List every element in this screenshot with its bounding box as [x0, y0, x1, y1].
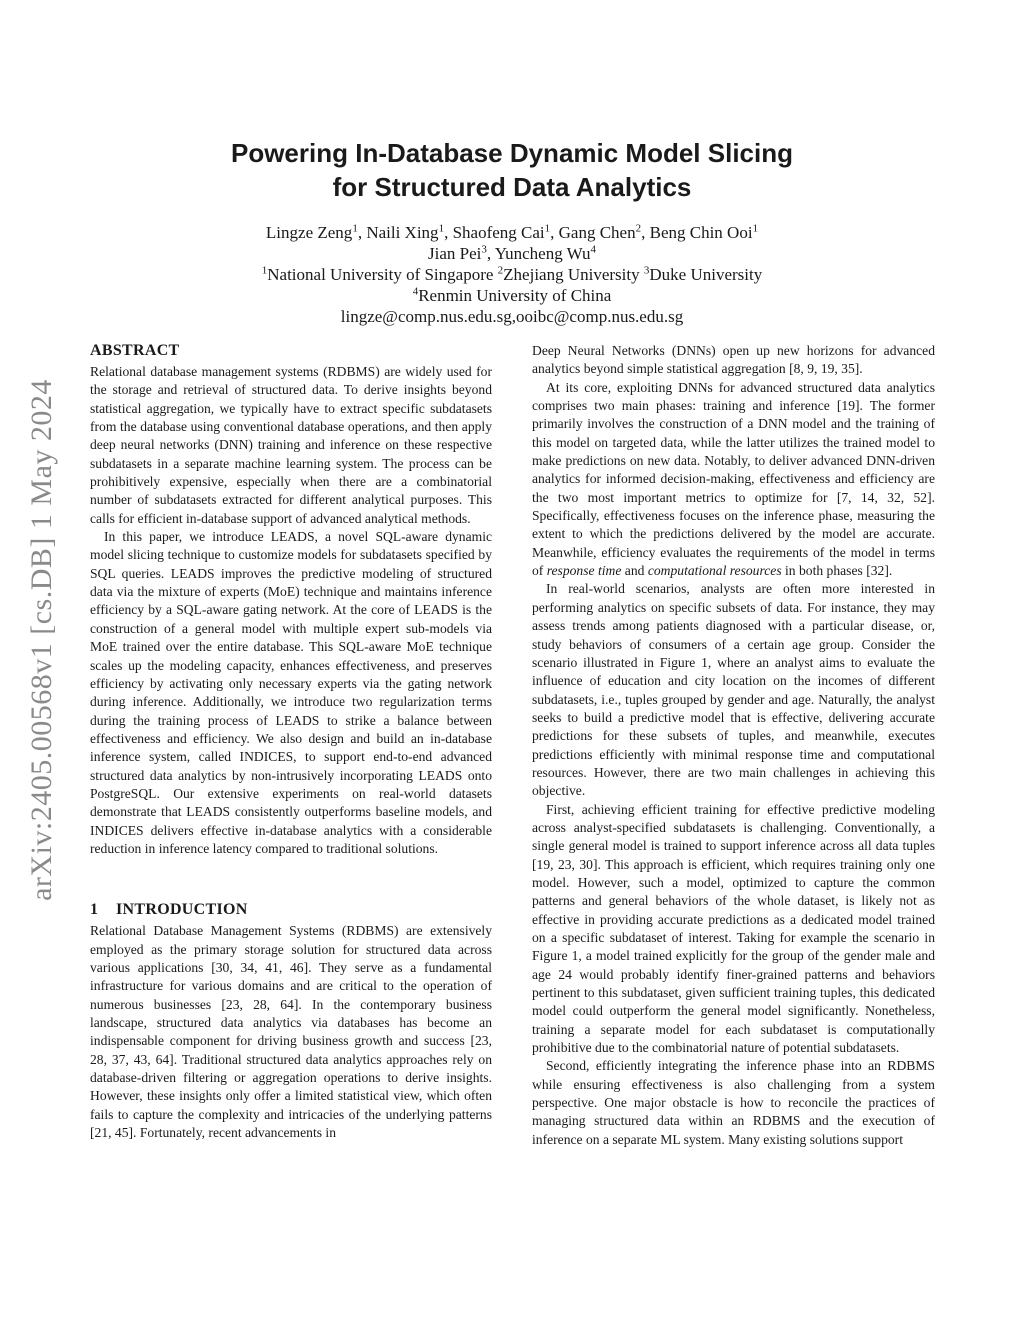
affiliation-row-2: [120, 285, 904, 306]
author-name: Jian Pei: [427, 244, 482, 263]
right-paragraph-4: Second, efficiently integrating the inference phase into an RDBMS while ensuring effectiveness is also challenging from a system perspective. One major obstacle is how to reconcile the practices of managing structured data within an RDBMS and the execution of inference on a separate ML system. Many existing solutions support: [532, 1058, 935, 1147]
author-affil-mark: 4: [590, 243, 597, 256]
abstract-heading: ABSTRACT: [90, 342, 180, 359]
paper-title: [120, 136, 904, 204]
author-affil-mark: 1: [544, 222, 551, 235]
section-title: INTRODUCTION: [116, 901, 248, 919]
arxiv-stamp: [22, 350, 62, 930]
author-name: Gang Chen: [558, 223, 636, 242]
right-paragraph-2: In real-world scenarios, analysts are often more interested in performing analytics on specific subsets of data. For instance, they may assess trends among patients diagnosed with a particular disease, or, study behaviors of consumers of a certain age group. Consider the scenario illustrated in Figure 1, where an analyst aims to evaluate the influence of education and city location on the incomes of different subdatasets, i.e., tuples grouped by gender and age. Naturally, the analyst seeks to build a predictive model that is effective, delivering accurate predictions for these subsets of tuples, and meanwhile, executes predictions efficiently with minimal response time and computational resources. However, there are two main challenges in achieving this objective.: [532, 581, 935, 799]
left-column: [90, 341, 492, 1142]
right-paragraph-0: Deep Neural Networks (DNNs) open up new horizons for advanced analytics beyond simple statistical aggregation [8, 9, 19, 35].: [532, 343, 935, 377]
author-affil-mark: 1: [752, 222, 759, 235]
author-row-1: Lingze Zeng$^1$, Naili Xing$^1$, Shaofeng Cai$^1$, Gang Chen$^2$, Beng Chin Ooi$^1$: [265, 222, 759, 242]
paragraph-text: and: [624, 563, 645, 579]
author-name: Shaofeng Cai: [452, 223, 545, 242]
author-name: Beng Chin Ooi: [649, 223, 753, 242]
author-name: Naili Xing: [366, 223, 439, 242]
affiliation-name: Zhejiang University: [503, 265, 640, 284]
emphasis-text: response time: [546, 563, 622, 579]
arxiv-stamp-text: arXiv:2405.00568v1 [cs.DB] 1 May 2024: [25, 379, 58, 901]
affiliation-name: Duke University: [649, 265, 763, 284]
affil-mark: 2: [497, 264, 504, 277]
paragraph-text: At its core, exploiting DNNs for advanced structured data analytics comprises two main phases: training and inference [19]. The former primarily involves the construction of a DNN model and the training of this model on targeted data, while the latter utilizes the trained model to make predictions on new data. Notably, to deliver advanced DNN-driven analytics for informed decision-making, effectiveness and efficiency are the two most important metrics to optimize for [7, 14, 32, 52]. Specifically, effectiveness focuses on the inference phase, measuring the extent to which the predictions delivered by the model are accurate. Meanwhile, efficiency evaluates the requirements of the model in terms of: [532, 379, 935, 579]
author-affil-mark: 1: [352, 222, 358, 235]
author-affil-mark: 3: [481, 243, 487, 256]
emphasis-text: computational resources: [647, 563, 782, 579]
affiliation-name: Renmin University of China: [418, 286, 612, 305]
author-block: [120, 222, 904, 327]
abstract-paragraph-2: In this paper, we introduce LEADS, a novel SQL-aware dynamic model slicing technique to customize models for subdatasets specified by SQL queries. LEADS improves the predictive modeling of structured data via the mixture of experts (MoE) technique and maintains inference efficiency by a SQL-aware gating network. At the core of LEADS is the construction of a general model with multiple expert sub-models via MoE trained over the entire database. This SQL-aware MoE technique scales up the modeling capacity, enhances effectiveness, and preserves efficiency by activating only necessary experts via the gating network during inference. Additionally, we introduce two regularization terms during the training process of LEADS to strike a balance between effectiveness and efficiency. We also design and build an in-database inference system, called INDICES, to support end-to-end advanced structured data analytics by non-intrusively incorporating LEADS onto PostgreSQL. Our extensive experiments on real-world datasets demonstrate that LEADS consistently outperforms baseline models, and INDICES delivers effective in-database analytics with a considerable reduction in inference latency compared to traditional solutions.: [90, 529, 492, 856]
paragraph-text: in both phases [32].: [785, 563, 893, 579]
author-name: Yuncheng Wu: [494, 244, 591, 263]
affil-mark: 4: [412, 285, 419, 298]
title-line-1: Powering In-Database Dynamic Model Slicing: [230, 138, 793, 168]
author-name: Lingze Zeng: [265, 223, 353, 242]
affiliation-row-1: [120, 264, 904, 285]
section-number: 1: [90, 901, 99, 919]
introduction-paragraph-1: Relational Database Management Systems (RDBMS) are extensively employed as the primary storage solution for structured data across various applications [30, 34, 41, 46]. They serve as a fundamental infrastructure for various domains and are critical to the operation of numerous businesses [23, 28, 64]. In the contemporary business landscape, structured data analytics via databases has become an indispensable component for driving business growth and success [23, 28, 37, 43, 64]. Traditional structured data analytics approaches rely on database-driven filtering or aggregation operations to derive insights. However, these insights only offer a limited statistical view, which often fails to capture the complexity and intricacies of the underlying patterns [21, 45]. Fortunately, recent advancements in: [90, 923, 492, 1141]
author-affil-mark: 1: [438, 222, 445, 235]
introduction-heading: [90, 900, 492, 920]
affil-mark: 1: [261, 264, 268, 277]
affiliation-name: National University of Singapore: [267, 265, 494, 284]
author-emails: lingze@comp.nus.edu.sg,ooibc@comp.nus.edu.sg: [340, 307, 684, 326]
title-line-2: for Structured Data Analytics: [332, 172, 692, 202]
abstract-paragraph-1: Relational database management systems (RDBMS) are widely used for the storage and retrieval of structured data. To derive insights beyond statistical aggregation, we typically have to extract specific subdatasets from the database using conventional database operations, and then apply deep neural networks (DNN) training and inference on these respective subdatasets in a separate machine learning system. The process can be prohibitively expensive, especially when there are a combinatorial number of subdatasets extracted for different analytical purposes. This calls for efficient in-database support of advanced analytical methods.: [90, 364, 492, 526]
affil-mark: 3: [643, 264, 650, 277]
right-paragraph-3: First, achieving efficient training for effective predictive modeling across analyst-specified subdatasets is challenging. Conventionally, a single general model is trained to support inference across all data tuples [19, 23, 30]. This approach is efficient, which requires training only one model. However, such a model, optimized to capture the common patterns and general behaviors of the whole dataset, is likely not as effective in providing accurate predictions as a dedicated model trained on a specific subdataset of interest. Taking for example the scenario in Figure 1, a model trained explicitly for the group of the gender male and age 24 would probably identify finer-grained patterns and behaviors pertinent to this subdataset, given sufficient training tuples, this dedicated model could outperform the general model significantly. Nonetheless, training a separate model for each subdataset is computationally prohibitive due to the combinatorial nature of potential subdatasets.: [532, 801, 935, 1056]
right-column: [532, 342, 935, 1149]
right-paragraph-1: [532, 379, 935, 581]
author-affil-mark: 2: [635, 222, 642, 235]
author-row-2: Jian Pei$^3$, Yuncheng Wu$^4$: [427, 243, 597, 263]
